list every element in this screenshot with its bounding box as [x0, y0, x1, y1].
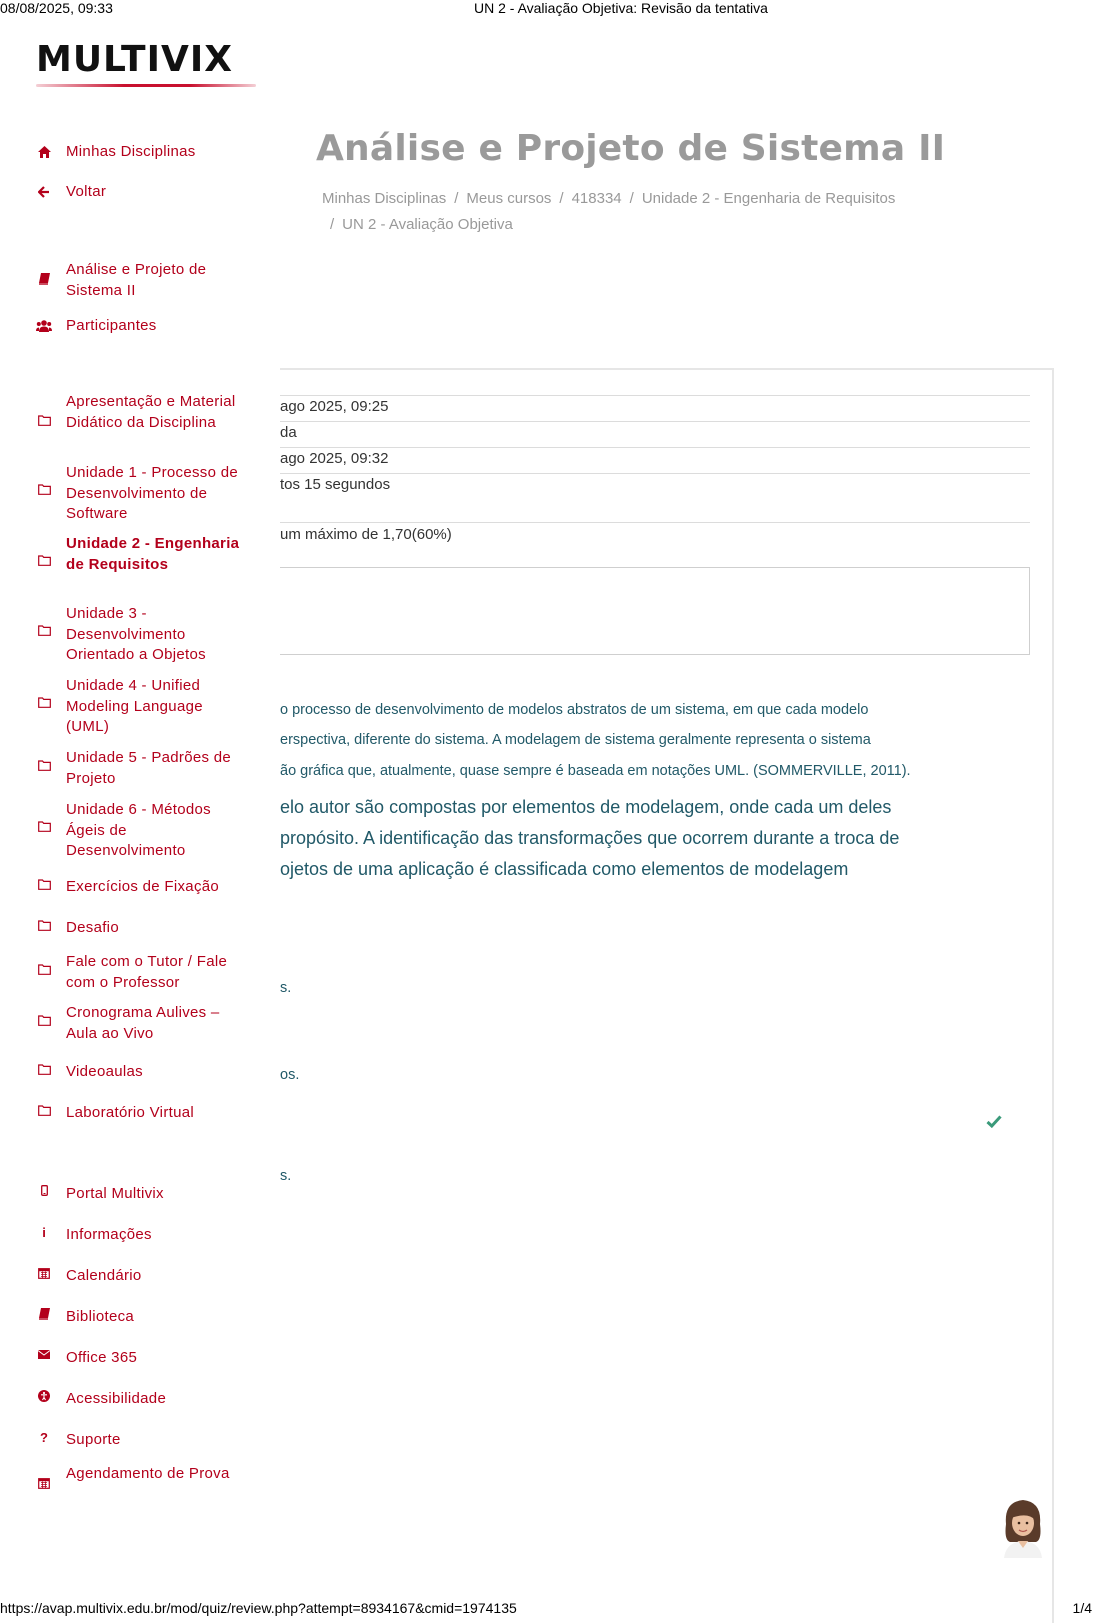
sidebar-item-minhas-disciplinas[interactable] [0, 142, 250, 162]
sidebar-item-label: Apresentação e Material Didático da Disciplina [66, 393, 236, 431]
multivix-logo[interactable] [36, 40, 256, 90]
sidebar-item-office365[interactable] [0, 1348, 250, 1368]
book-icon [36, 273, 52, 285]
breadcrumb-link[interactable]: Minhas Disciplinas [322, 190, 447, 207]
logo-text: MULTIVIX [36, 39, 233, 80]
sidebar-item-label: Laboratório Virtual [66, 1104, 194, 1121]
sidebar-item-desafio[interactable] [0, 918, 250, 938]
attempt-grade: um máximo de 1,70(60%) [280, 526, 452, 543]
print-header [0, 0, 1094, 18]
sidebar-item-label: Participantes [66, 317, 157, 334]
print-page-title: UN 2 - Avaliação Objetiva: Revisão da tentativa [474, 0, 768, 16]
correct-check-icon [986, 1112, 1002, 1133]
page-title: Análise e Projeto de Sistema II [316, 128, 946, 169]
sidebar-item-label: Unidade 1 - Processo de Desenvolvimento de Software [66, 464, 238, 522]
question-context: o processo de desenvolvimento de modelos abstratos de um sistema, em que cada modelo [280, 702, 869, 718]
sidebar-item-unidade-5[interactable] [0, 748, 250, 790]
breadcrumb-separator: / [629, 190, 634, 207]
sidebar-item-label: Unidade 2 - Engenharia de Requisitos [66, 535, 240, 573]
sidebar-item-label: Unidade 5 - Padrões de Projeto [66, 749, 232, 787]
feedback-box [280, 567, 1030, 655]
breadcrumb-link[interactable]: 418334 [571, 190, 622, 207]
assistant-avatar[interactable] [998, 1496, 1048, 1558]
sidebar-item-fale-tutor[interactable] [0, 952, 250, 994]
breadcrumb [322, 186, 1002, 238]
calendar-icon [36, 1267, 52, 1279]
mobile-icon [36, 1185, 52, 1196]
attempt-started: ago 2025, 09:25 [280, 398, 389, 415]
folder-icon [36, 415, 52, 426]
sidebar-item-suporte[interactable] [0, 1430, 250, 1450]
sidebar-item-label: Unidade 4 - Unified Modeling Language (UML) [66, 677, 203, 735]
info-divider [280, 473, 1030, 474]
sidebar-item-label: Office 365 [66, 1349, 138, 1366]
sidebar-item-apresentacao[interactable] [0, 392, 250, 454]
folder-icon [36, 964, 52, 975]
folder-icon [36, 1064, 52, 1075]
logo-underline [36, 84, 256, 87]
sidebar-item-label: Calendário [66, 1267, 142, 1284]
sidebar-item-unidade-4[interactable] [0, 676, 250, 738]
info-divider [280, 421, 1030, 422]
question-prompt: propósito. A identificação das transformações que ocorrem durante a troca de [280, 828, 900, 848]
sidebar-item-label: Unidade 3 - Desenvolvimento Orientado a Objetos [66, 605, 206, 663]
sidebar-item-agendamento[interactable] [0, 1464, 250, 1506]
folder-icon [36, 484, 52, 495]
question-icon: ? [40, 1430, 48, 1445]
answer-option[interactable]: os. [280, 1067, 300, 1083]
sidebar-item-label: Suporte [66, 1431, 121, 1448]
answer-option[interactable]: s. [280, 1168, 292, 1184]
sidebar-item-cronograma[interactable] [0, 1003, 250, 1045]
quiz-review-panel [280, 368, 1054, 1623]
info-divider [280, 447, 1030, 448]
sidebar-item-label: Informações [66, 1226, 152, 1243]
folder-icon [36, 555, 52, 566]
folder-icon [36, 879, 52, 890]
info-icon: i [42, 1225, 46, 1240]
sidebar-item-label: Desafio [66, 919, 119, 936]
sidebar-item-portal[interactable] [0, 1184, 250, 1204]
folder-icon [36, 1015, 52, 1026]
breadcrumb-separator: / [330, 216, 335, 233]
sidebar-item-label: Análise e Projeto de Sistema II [66, 261, 207, 299]
question-prompt: elo autor são compostas por elementos de modelagem, onde cada um deles [280, 797, 892, 817]
sidebar-item-unidade-6[interactable] [0, 800, 250, 862]
sidebar-item-unidade-3[interactable] [0, 604, 250, 666]
sidebar-item-label: Exercícios de Fixação [66, 878, 220, 895]
users-icon [36, 320, 52, 332]
arrow-left-icon [36, 186, 52, 198]
envelope-icon [36, 1350, 52, 1359]
print-page-number: 1/4 [1072, 1600, 1092, 1616]
folder-icon [36, 625, 52, 636]
print-url: https://avap.multivix.edu.br/mod/quiz/review.php?attempt=8934167&cmid=1974135 [0, 1600, 517, 1616]
sidebar-item-label: Acessibilidade [66, 1390, 167, 1407]
sidebar-item-course[interactable] [0, 260, 250, 302]
sidebar-item-label: Minhas Disciplinas [66, 143, 196, 160]
sidebar-item-unidade-1[interactable] [0, 463, 250, 525]
print-datetime: 08/08/2025, 09:33 [0, 0, 113, 16]
sidebar-item-label: Voltar [66, 183, 107, 200]
sidebar-item-label: Cronograma Aulives – Aula ao Vivo [66, 1004, 220, 1042]
folder-icon [36, 920, 52, 931]
breadcrumb-separator: / [454, 190, 459, 207]
calendar-icon [36, 1477, 52, 1489]
folder-icon [36, 1105, 52, 1116]
sidebar-item-laboratorio[interactable] [0, 1103, 250, 1123]
sidebar-item-biblioteca[interactable] [0, 1307, 250, 1327]
sidebar-item-label: Agendamento de Prova [66, 1465, 230, 1482]
question-prompt: ojetos de uma aplicação é classificada como elementos de modelagem [280, 859, 849, 879]
sidebar-item-informacoes[interactable] [0, 1225, 250, 1245]
sidebar-item-voltar[interactable] [0, 182, 250, 202]
sidebar-item-calendario[interactable] [0, 1266, 250, 1286]
info-divider [280, 522, 1030, 523]
sidebar-item-videoaulas[interactable] [0, 1062, 250, 1082]
breadcrumb-link[interactable]: Meus cursos [466, 190, 552, 207]
folder-icon [36, 760, 52, 771]
folder-icon [36, 697, 52, 708]
accessibility-icon [36, 1390, 52, 1402]
attempt-completed: ago 2025, 09:32 [280, 450, 389, 467]
sidebar-item-acessibilidade[interactable] [0, 1389, 250, 1409]
sidebar-item-label: Unidade 6 - Métodos Ágeis de Desenvolvimento [66, 801, 211, 859]
attempt-duration: tos 15 segundos [280, 476, 391, 493]
attempt-state: da [280, 424, 297, 441]
sidebar-item-unidade-2[interactable] [0, 534, 250, 596]
folder-icon [36, 821, 52, 832]
sidebar-item-label: Portal Multivix [66, 1185, 164, 1202]
home-icon [36, 146, 52, 158]
breadcrumb-separator: / [559, 190, 564, 207]
print-footer [0, 1600, 1094, 1620]
question-context: ão gráfica que, atualmente, quase sempre é baseada em notações UML. (SOMMERVILLE, 2011). [280, 763, 911, 779]
answer-option[interactable]: s. [280, 980, 292, 996]
book-icon [36, 1308, 52, 1320]
info-divider [280, 395, 1030, 396]
breadcrumb-link[interactable]: Unidade 2 - Engenharia de Requisitos [641, 190, 896, 207]
sidebar-item-label: Videoaulas [66, 1063, 143, 1080]
sidebar-item-label: Fale com o Tutor / Fale com o Professor [66, 953, 228, 991]
breadcrumb-link[interactable]: UN 2 - Avaliação Objetiva [342, 216, 513, 233]
sidebar-item-participantes[interactable] [0, 316, 250, 336]
question-context: erspectiva, diferente do sistema. A modelagem de sistema geralmente representa o sistema [280, 732, 871, 748]
sidebar-item-label: Biblioteca [66, 1308, 135, 1325]
sidebar-item-exercicios[interactable] [0, 877, 250, 897]
